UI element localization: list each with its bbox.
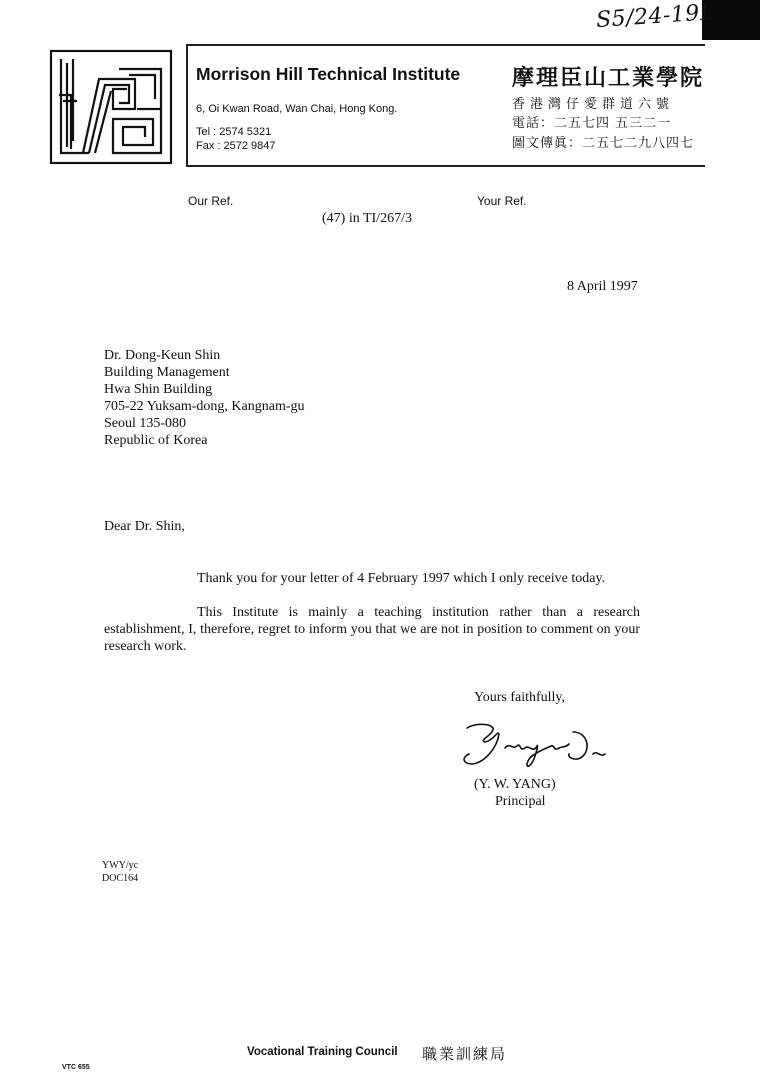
recipient-line: Seoul 135-080 [104, 416, 187, 431]
salutation: Dear Dr. Shin, [104, 519, 185, 534]
reference-number: (47) in TI/267/3 [322, 211, 412, 226]
closing: Yours faithfully, [474, 690, 566, 705]
recipient-line: Hwa Shin Building [104, 382, 213, 397]
body-paragraph: Thank you for your letter of 4 February 1997 which I only receive today. [197, 571, 606, 586]
signatory-title: Principal [495, 794, 546, 809]
body-paragraph: This Institute is mainly a teaching institution rather than a research establishment, I, therefore, regret to inform you that we are not in position to comment on your research work. [104, 605, 640, 654]
institute-chinese-fax: 圖文傳眞：二五七二九八四七 [512, 136, 695, 151]
document-reference: DOC164 [102, 873, 139, 884]
recipient-name: Dr. Dong-Keun Shin [104, 348, 221, 363]
typist-initials: YWY/yc [102, 860, 139, 871]
signature [455, 718, 615, 776]
institute-address: 6, Oi Kwan Road, Wan Chai, Hong Kong. [196, 103, 398, 115]
institute-chinese-tel: 電話：二五七四 五三二一 [512, 116, 672, 131]
letterhead-left-rule [186, 44, 188, 167]
letterhead-top-rule [186, 44, 705, 46]
institute-tel: Tel : 2574 5321 [196, 126, 272, 138]
our-ref-label: Our Ref. [188, 194, 234, 208]
handwritten-file-note: S5/24-19L [595, 0, 716, 34]
recipient-line: Building Management [104, 365, 230, 380]
institute-logo [49, 49, 173, 165]
institute-fax: Fax : 2572 9847 [196, 140, 276, 152]
your-ref-label: Your Ref. [477, 194, 527, 208]
footer-council-name: Vocational Training Council [247, 1046, 398, 1058]
footer-council-chinese: 職業訓練局 [422, 1045, 508, 1063]
letterhead-bottom-rule [186, 165, 705, 167]
institute-name: Morrison Hill Technical Institute [196, 64, 461, 84]
letter-date: 8 April 1997 [567, 279, 638, 294]
institute-chinese-name: 摩理臣山工業學院 [512, 66, 705, 91]
form-code: VTC 655 [62, 1064, 90, 1071]
recipient-line: 705-22 Yuksam-dong, Kangnam-gu [104, 399, 305, 414]
recipient-country: Republic of Korea [104, 433, 208, 448]
institute-chinese-address: 香港灣仔愛群道六號 [512, 97, 675, 112]
signatory-name: (Y. W. YANG) [474, 777, 556, 792]
